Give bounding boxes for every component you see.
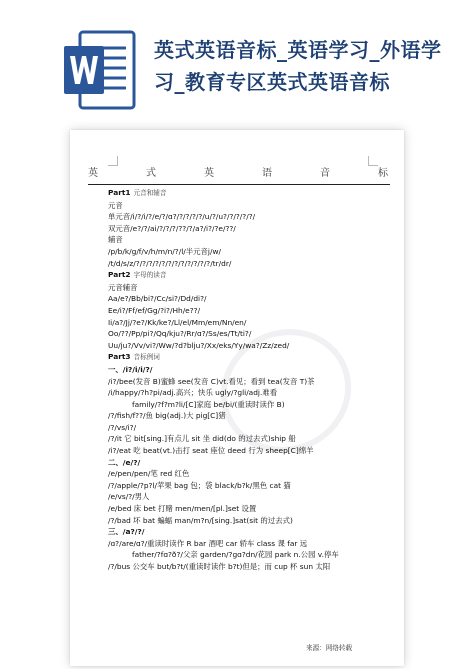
source-note: 来源：网络转载 (306, 644, 353, 652)
body-line: 单元音/i/?/i/?/e/?/ɑ?/?/?/?/?/u/?/u?/?/?/?/?/ (108, 212, 256, 222)
body-line: /?/vs/i?/ (108, 422, 137, 432)
header-rule (88, 184, 390, 185)
body-line: /?/it 它 bit[sing.]有点儿 sit 坐 did(do 的过去式)ship 船 (108, 434, 296, 444)
header-char: 式 (146, 168, 156, 179)
running-header (88, 164, 388, 184)
body-line: /?/fish/f??/鱼 big(adj.)大 pig[C]猪 (108, 411, 226, 421)
subsection-heading: 三、/a?/?/ (108, 527, 145, 537)
subsection-heading: 一、/i?/i/i/?/ (108, 364, 153, 374)
body-line: /?/bus 公交车 but/b?t/(重读时读作 b?t)但是；而 cup 杯 sun 太阳 (108, 562, 331, 571)
header-char: 标 (378, 168, 388, 179)
body-line: /?/apple/?p?l/苹果 bag 包；袋 black/b?k/黑色 cat 猫 (108, 480, 291, 490)
word-document-icon (62, 28, 138, 112)
subsection-heading: 二、/e/?/ (108, 457, 141, 467)
body-line: /i/happy/?h?pi/adj.高兴；快乐 ugly/?ɡli/adj.难看 (108, 388, 278, 398)
header-char: 英 (204, 168, 214, 179)
section-heading (108, 269, 394, 282)
header-char: 英 (88, 168, 98, 179)
body-line: father/?fɑ?ð?/父亲 garden/?ɡɑ?dn/花园 park n.公园 v.停车 (132, 550, 339, 560)
body-line: /i?/bee(发音 B)蜜蜂 see(发音 C)vt.看见；看到 tea(发音 T)茶 (108, 376, 315, 386)
section-heading (108, 351, 394, 364)
body-line: Oo/??/Pp/pi?/Qq/kju?/Rr/ɑ?/Ss/es/Tt/ti?/ (108, 329, 252, 339)
body-line: family/?f?m?li/[C]家庭 be/bi/(重读时读作 B) (132, 399, 285, 409)
body-line: /e/pen/pen/笔 red 红色 (108, 469, 190, 479)
header-char: 语 (262, 168, 272, 179)
body-line: /p/b/k/g/f/v/h/m/n/?/l/半元音j/w/ (108, 246, 222, 256)
body-line: /e/bed 床 bet 打赌 men/men/[pl.]set 设置 (108, 504, 257, 514)
body-line: /e/vs/?/男人 (108, 492, 150, 502)
body-line: /t/d/s/z/?/?/?/?/?/?/?/?/?/?/?/?/tr/dr/ (108, 258, 232, 268)
body-line: Ii/a?/Jj/?e?/Kk/ke?/Ll/el/Mm/em/Nn/en/ (108, 317, 247, 327)
header-char: 音 (320, 168, 330, 179)
body-line: 双元音/e?/?/ai/?/?/?/??/?/a?/i?/?e/??/ (108, 223, 236, 233)
page-title: 英式英语音标_英语学习_外语学习_教育专区英式英语音标 (154, 38, 442, 94)
body-line: 元音辅音 (108, 282, 138, 292)
section-heading-subtitle: 字母的读音 (133, 271, 167, 280)
body-line: 元音 (108, 200, 123, 210)
section-heading-label: Part1 (108, 188, 131, 197)
body-line: Uu/ju?/Vv/vi?/Ww/?d?blju?/Xx/eks/Yy/wa?/Zz/zed/ (108, 340, 290, 350)
section-heading-subtitle: 元音和辅音 (133, 189, 167, 197)
body-line: /ɑ?/are/ɑ?/重读时读作 R bar 酒吧 car 轿车 class 课 far 远 (108, 538, 308, 548)
body-line: Aa/e?/Bb/bi?/Cc/si?/Dd/di?/ (108, 294, 207, 304)
body-line: Ee/i?/Ff/ef/Gg/?i?/Hh/e??/ (108, 305, 201, 315)
body-line: /?/bad 坏 bat 蝙蝠 man/m?n/[sing.]sat(sit 的过去式) (108, 515, 293, 525)
body-line: 辅音 (108, 235, 123, 245)
body-line: /i?/eat 吃 beat(vt.)击打 seat 座位 deed 行为 sheep[C]绵羊 (108, 446, 314, 456)
document-body (108, 187, 394, 573)
section-heading (108, 187, 394, 200)
document-page (70, 130, 404, 666)
section-heading-subtitle: 音标例词 (133, 353, 160, 362)
section-heading-label: Part3 (108, 352, 131, 362)
section-heading-label: Part2 (108, 270, 131, 280)
